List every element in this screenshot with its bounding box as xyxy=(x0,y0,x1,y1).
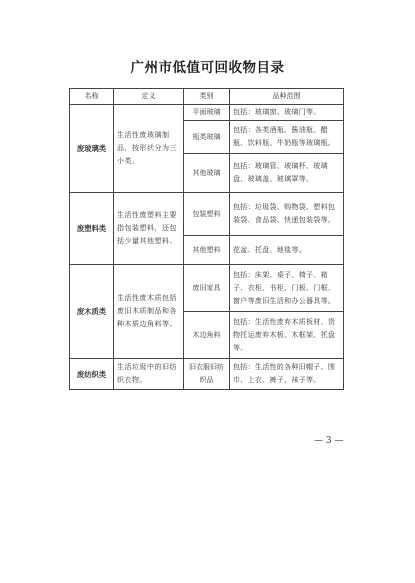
header-category: 类别 xyxy=(184,89,230,105)
group-definition: 生活性废木质包括废旧木质制品和各种木质边角料等。 xyxy=(114,265,184,359)
range-cell: 包括：生活性废弃木质板材、货物托运废弃木板、木框架、托盘等。 xyxy=(230,312,344,359)
header-range: 品种范围 xyxy=(230,89,344,105)
range-cell: 包括：床架、桌子、椅子、箱子、衣柜、书柜、门板、门框、窗户等废旧生活和办公器具等。 xyxy=(230,265,344,312)
table-row xyxy=(70,193,344,236)
group-definition: 生活垃圾中的旧纺织衣物。 xyxy=(114,359,184,390)
table-row xyxy=(70,105,344,121)
category-cell: 旧衣服旧纺织品 xyxy=(184,359,230,390)
range-cell: 包括：各类酒瓶、酱油瓶、醋瓶、饮料瓶、牛奶瓶等玻璃瓶。 xyxy=(230,121,344,154)
category-cell: 木边角料 xyxy=(184,312,230,359)
range-cell: 花盆、托盘、地毯等。 xyxy=(230,236,344,265)
group-name: 废玻璃类 xyxy=(70,105,114,193)
table-row xyxy=(70,265,344,312)
range-cell: 包括：玻璃窗、玻璃门等。 xyxy=(230,105,344,121)
page-number: — 3 — xyxy=(314,436,344,446)
table-row xyxy=(70,359,344,390)
group-definition: 生活性废塑料主要指包装塑料，还包括少量其他塑料。 xyxy=(114,193,184,265)
range-cell: 包括：生活性的各种旧帽子、围巾、上衣、裤子、袜子等。 xyxy=(230,359,344,390)
group-name: 废纺织类 xyxy=(70,359,114,390)
header-definition: 定义 xyxy=(114,89,184,105)
group-name: 废木质类 xyxy=(70,265,114,359)
category-cell: 平面玻璃 xyxy=(184,105,230,121)
header-name: 名称 xyxy=(70,89,114,105)
range-cell: 包括：垃圾袋、购物袋、塑料包装袋、食品袋、快递包装袋等。 xyxy=(230,193,344,236)
table-header-row xyxy=(70,89,344,105)
group-definition: 生活性废玻璃制品，按形状分为三小类。 xyxy=(114,105,184,193)
range-cell: 包括：玻璃管、玻璃杯、玻璃盘、玻璃盖、玻璃罩等。 xyxy=(230,154,344,193)
group-name: 废塑料类 xyxy=(70,193,114,265)
category-cell: 其他玻璃 xyxy=(184,154,230,193)
category-cell: 瓶类玻璃 xyxy=(184,121,230,154)
category-cell: 包装塑料 xyxy=(184,193,230,236)
recyclables-table xyxy=(69,88,344,390)
category-cell: 废旧家具 xyxy=(184,265,230,312)
category-cell: 其他塑料 xyxy=(184,236,230,265)
page-title: 广州市低值可回收物目录 xyxy=(130,60,285,76)
